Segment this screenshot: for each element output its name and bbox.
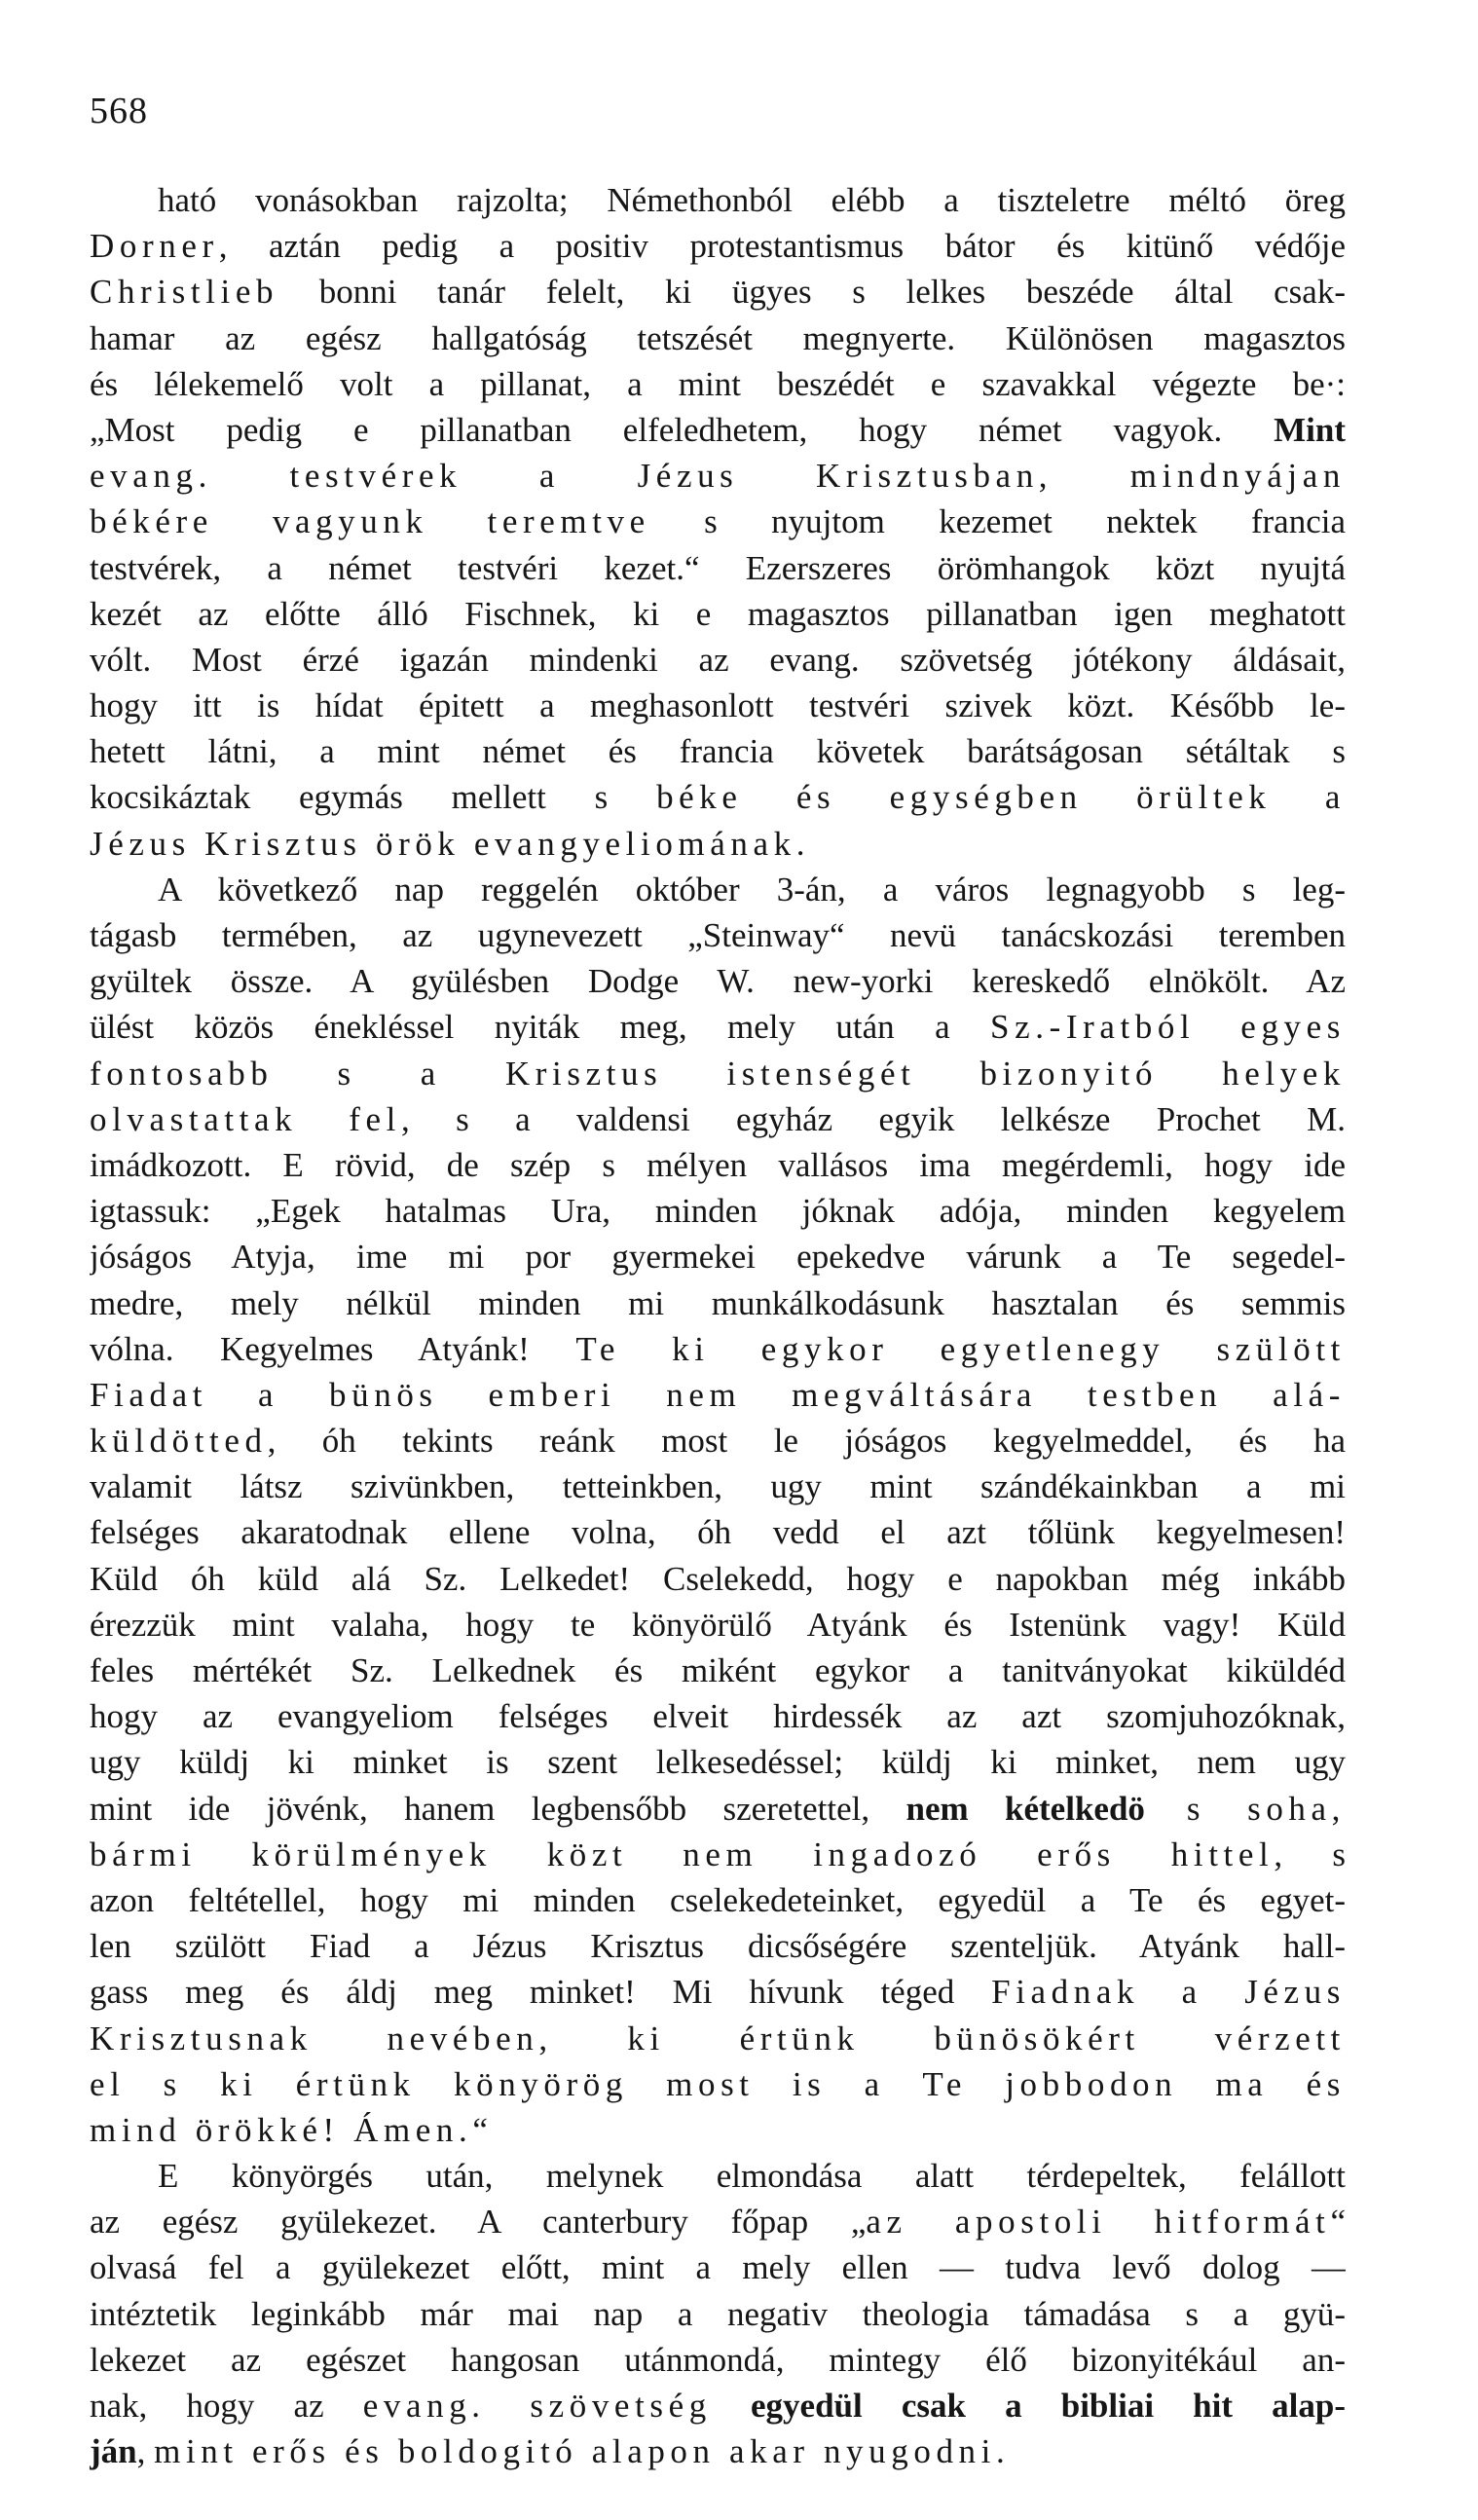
body-text: [90, 177, 1346, 2474]
text-line: [90, 2016, 1346, 2061]
text-segment: vólt. Most érzé igazán mindenki az evang. szövetség jótékony áldásait,: [90, 640, 1346, 679]
text-segment: len szülött Fiad a Jézus Krisztus dicsőségére szenteljük. Atyánk hall-: [90, 1927, 1346, 1966]
text-segment: ható vonásokban rajzolta; Némethonból elébb a tiszteletre méltó öreg: [158, 181, 1346, 219]
text-line: [90, 958, 1346, 1004]
spaced-emphasis: Dorner: [90, 227, 219, 266]
spaced-emphasis: béke és egységben örültek a: [656, 778, 1346, 817]
text-segment: [712, 2387, 751, 2425]
text-segment: és lélekemelő volt a pillanat, a mint beszédét e szavakkal végezte be·:: [90, 364, 1346, 403]
text-line: [90, 499, 1346, 544]
spaced-emphasis: Sz.-Iratból egyes: [990, 1008, 1346, 1047]
text-line: [90, 453, 1346, 499]
text-segment: ugy küldj ki minket is szent lelkesedéssel; küldj ki minket, nem ugy: [90, 1743, 1346, 1782]
text-segment: hetett látni, a mint német és francia követek barátságosan sétáltak s: [90, 732, 1346, 771]
text-segment: „Most pedig e pillanatban elfeledhetem, hogy német vagyok.: [90, 410, 1275, 449]
text-line: [90, 1234, 1346, 1279]
spaced-emphasis: bármi körülmények közt nem ingadozó erős hittel: [90, 1834, 1275, 1873]
text-segment: mint ide jövénk, hanem legbensőbb szeretettel,: [90, 1789, 906, 1828]
bold-emphasis: ján: [90, 2432, 137, 2471]
text-line: [90, 1509, 1346, 1555]
text-line: [90, 2337, 1346, 2383]
text-segment: az egész gyülekezet. A canterbury főpap „: [90, 2203, 867, 2242]
text-segment: hamar az egész hallgatóság tetszését megnyerte. Különösen magasztos: [90, 318, 1346, 357]
text-line: [90, 774, 1346, 820]
text-line: [90, 867, 1346, 912]
text-line: [90, 1923, 1346, 1969]
text-segment: feles mértékét Sz. Lelkednek és miként egykor a tanitványokat kiküldéd: [90, 1651, 1346, 1689]
text-line: [90, 591, 1346, 637]
text-line: [90, 2383, 1346, 2428]
spaced-emphasis: s soha,: [1144, 1789, 1346, 1828]
text-segment: érezzük mint valaha, hogy te könyörülő Atyánk és Istenünk vagy! Küld: [90, 1605, 1346, 1644]
text-segment: bonni tanár felelt, ki ügyes s lelkes beszéde által csak-: [278, 273, 1346, 312]
text-line: [90, 1693, 1346, 1739]
spaced-emphasis: evang. testvérek a Jézus Krisztusban, mindnyájan: [90, 457, 1346, 496]
bold-emphasis: Mint: [1274, 410, 1346, 449]
text-line: [90, 728, 1346, 774]
text-line: [90, 1832, 1346, 1877]
text-segment: vólna. Kegyelmes Atyánk!: [90, 1329, 576, 1368]
paragraph: [90, 177, 1346, 867]
text-segment: gyültek össze. A gyülésben Dodge W. new-yorki kereskedő elnökölt. Az: [90, 962, 1346, 1001]
text-segment: , aztán pedig a positiv protestantismus bátor és kitünő védője: [218, 227, 1346, 266]
text-segment: tágasb termében, az ugynevezett „Steinway“ nevü tanácskozási teremben: [90, 916, 1346, 954]
text-line: [90, 1969, 1346, 2015]
spaced-emphasis: küldötted: [90, 1422, 268, 1461]
text-line: [90, 2107, 1346, 2153]
text-segment: nak, hogy az: [90, 2387, 363, 2425]
text-line: [90, 2153, 1346, 2199]
text-segment: jóságos Atyja, ime mi por gyermekei epekedve várunk a Te segedel-: [90, 1238, 1346, 1277]
text-line: [90, 269, 1346, 315]
text-line: [90, 821, 1346, 867]
spaced-emphasis: Christlieb: [90, 273, 279, 312]
spaced-emphasis: az apostoli hitformát: [866, 2203, 1331, 2242]
spaced-emphasis: Fiadat a bünös emberi nem megváltására testben alá-: [90, 1375, 1346, 1414]
text-line: [90, 407, 1346, 453]
text-line: [90, 2291, 1346, 2337]
text-segment: igtassuk: „Egek hatalmas Ura, minden jóknak adója, minden kegyelem: [90, 1192, 1346, 1231]
spaced-emphasis: Jézus Krisztus örök evangyeliomának.: [90, 824, 811, 863]
text-line: [90, 2061, 1346, 2107]
text-segment: , s a valdensi egyház egyik lelkésze Prochet M.: [400, 1099, 1346, 1138]
text-segment: Küld óh küld alá Sz. Lelkedet! Cselekedd, hogy e napokban még inkább: [90, 1559, 1346, 1598]
text-segment: medre, mely nélkül minden mi munkálkodásunk hasztalan és semmis: [90, 1283, 1346, 1322]
text-segment: , óh tekints reánk most le jóságos kegyelmeddel, és ha: [267, 1422, 1346, 1461]
text-line: [90, 1877, 1346, 1923]
text-segment: gass meg és áldj meg minket! Mi hívunk téged: [90, 1973, 992, 2012]
text-segment: “: [1330, 2203, 1346, 2242]
text-segment: E könyörgés után, melynek elmondása alatt térdepeltek, felállott: [158, 2157, 1346, 2196]
text-line: [90, 1464, 1346, 1509]
spaced-emphasis: mint erős és boldogitó alapon akar nyugodni.: [154, 2432, 1011, 2471]
text-line: [90, 1602, 1346, 1648]
text-segment: azon feltétellel, hogy mi minden cselekedeteinket, egyedül a Te és egyet-: [90, 1880, 1346, 1919]
text-line: [90, 1004, 1346, 1050]
text-segment: s nyujtom kezemet nektek francia: [649, 502, 1346, 541]
spaced-emphasis: Fiadnak a Jézus: [991, 1973, 1346, 2012]
text-line: [90, 637, 1346, 683]
text-line: [90, 683, 1346, 728]
page-number: 568: [90, 91, 148, 131]
text-line: [90, 1418, 1346, 1464]
text-line: [90, 2428, 1346, 2474]
text-segment: kezét az előtte álló Fischnek, ki e magasztos pillanatban igen meghatott: [90, 594, 1346, 633]
text-line: [90, 2199, 1346, 2244]
text-segment: hogy az evangyeliom felséges elveit hirdessék az azt szomjuhozóknak,: [90, 1697, 1346, 1736]
spaced-emphasis: fontosabb s a Krisztus istenségét bizonyitó helyek: [90, 1054, 1346, 1093]
text-segment: hogy itt is hídat épitett a meghasonlott testvéri szivek közt. Később le-: [90, 686, 1346, 725]
spaced-emphasis: Krisztusnak nevében, ki értünk bünösökért vérzett: [90, 2019, 1346, 2057]
spaced-emphasis: evang. szövetség: [362, 2387, 712, 2425]
text-segment: testvérek, a német testvéri kezet.“ Ezerszeres örömhangok közt nyujtá: [90, 548, 1346, 587]
text-line: [90, 1280, 1346, 1326]
text-line: [90, 1188, 1346, 1234]
text-line: [90, 361, 1346, 407]
text-line: [90, 1142, 1346, 1188]
spaced-emphasis: békére vagyunk teremtve: [90, 502, 650, 541]
paragraph: [90, 2153, 1346, 2474]
text-line: [90, 545, 1346, 591]
text-line: [90, 1739, 1346, 1785]
spaced-emphasis: el s ki értünk könyörög most is a Te jobbodon ma és: [90, 2064, 1346, 2103]
text-segment: kocsikáztak egymás mellett s: [90, 778, 657, 817]
paragraph: [90, 867, 1346, 2153]
text-line: [90, 315, 1346, 361]
text-segment: , s: [1274, 1834, 1346, 1873]
text-segment: imádkozott. E rövid, de szép s mélyen vallásos ima megérdemli, hogy ide: [90, 1145, 1346, 1184]
text-line: [90, 1096, 1346, 1142]
text-line: [90, 1372, 1346, 1418]
text-line: [90, 1326, 1346, 1372]
text-line: [90, 223, 1346, 269]
text-line: [90, 1051, 1346, 1096]
text-line: [90, 1648, 1346, 1693]
spaced-emphasis: Te ki egykor egyetlenegy szülött: [575, 1329, 1346, 1368]
text-line: [90, 1786, 1346, 1832]
text-line: [90, 2244, 1346, 2290]
bold-emphasis: nem kételkedö: [905, 1789, 1145, 1828]
text-line: [90, 912, 1346, 958]
spaced-emphasis: olvastattak fel: [90, 1099, 401, 1138]
text-segment: ülést közös énekléssel nyiták meg, mely után a: [90, 1008, 991, 1047]
text-segment: ,: [136, 2432, 155, 2471]
text-line: [90, 177, 1346, 223]
text-segment: felséges akaratodnak ellene volna, óh vedd el azt tőlünk kegyelmesen!: [90, 1513, 1346, 1552]
text-segment: lekezet az egészet hangosan utánmondá, mintegy élő bizonyitékául an-: [90, 2340, 1346, 2379]
text-segment: olvasá fel a gyülekezet előtt, mint a mely ellen — tudva levő dolog —: [90, 2248, 1346, 2287]
spaced-emphasis: mind örökké! Ámen.“: [90, 2110, 494, 2149]
text-segment: intéztetik leginkább már mai nap a negativ theologia támadása s a gyü-: [90, 2294, 1346, 2333]
text-segment: A következő nap reggelén október 3-án, a város legnagyobb s leg-: [158, 870, 1346, 908]
bold-emphasis: egyedül csak a bibliai hit alap-: [751, 2387, 1346, 2425]
text-segment: valamit látsz szivünkben, tetteinkben, ugy mint szándékainkban a mi: [90, 1467, 1346, 1506]
text-line: [90, 1556, 1346, 1602]
